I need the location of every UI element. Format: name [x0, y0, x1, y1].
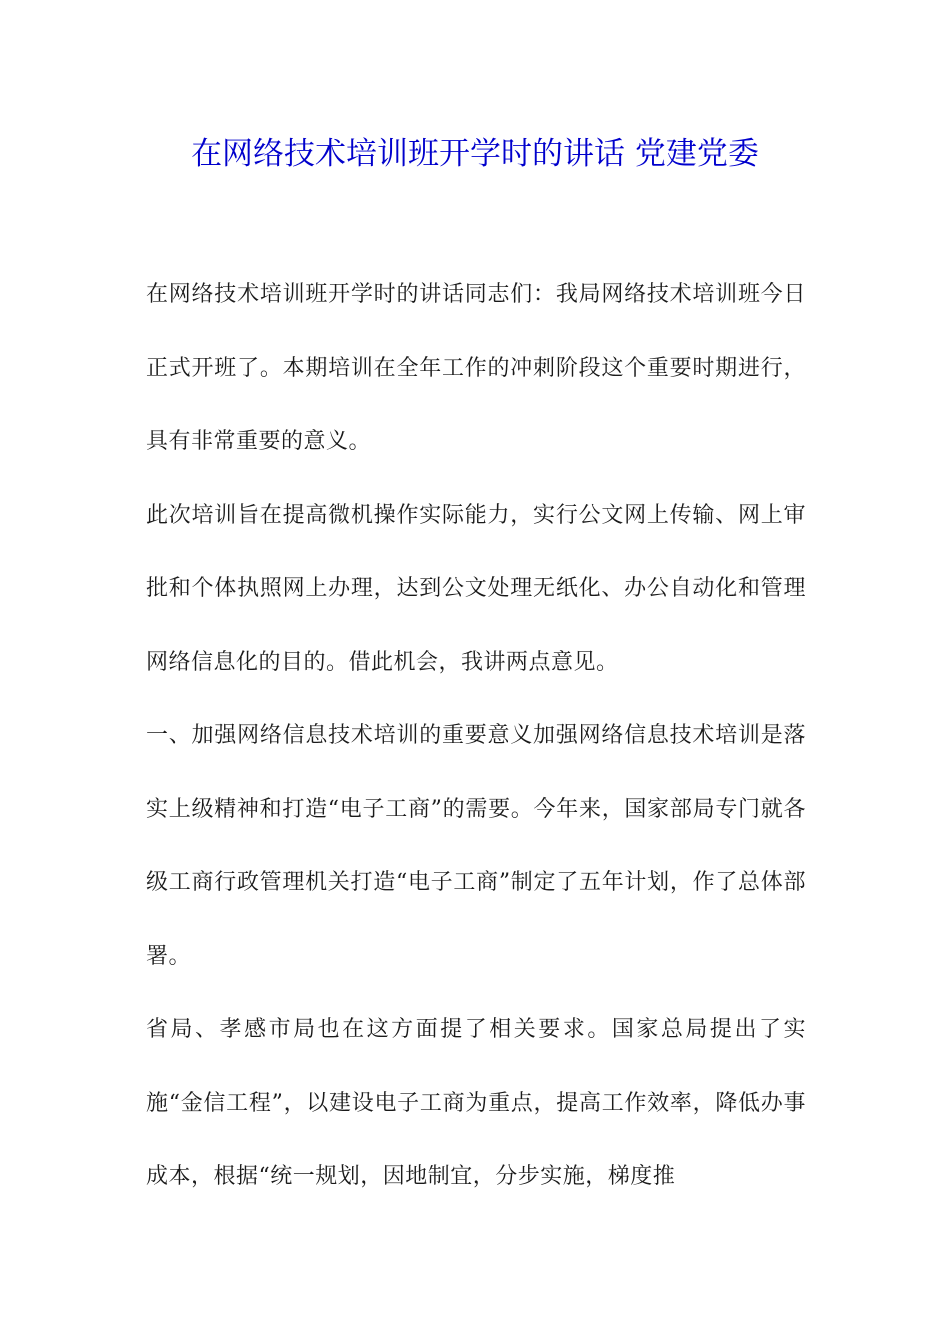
paragraph-2: 此次培训旨在提高微机操作实际能力，实行公文网上传输、网上审批和个体执照网上办理，达到公文处理无纸化、办公自动化和管理网络信息化的目的。借此机会，我讲两点意见。 — [146, 502, 806, 675]
document-body — [146, 258, 806, 1214]
document-title: 在网络技术培训班开学时的讲话 党建党委 — [191, 136, 759, 172]
paragraph-4: 省局、孝感市局也在这方面提了相关要求。国家总局提出了实施“金信工程”，以建设电子工商为重点，提高工作效率，降低办事成本，根据“统一规划，因地制宜，分步实施，梯度推 — [146, 1017, 806, 1189]
paragraph-3: 一、加强网络信息技术培训的重要意义加强网络信息技术培训是落实上级精神和打造“电子工商”的需要。今年来，国家部局专门就各级工商行政管理机关打造“电子工商”制定了五年计划，作了总体部署。 — [146, 723, 806, 969]
paragraph-1: 在网络技术培训班开学时的讲话同志们：我局网络技术培训班今日正式开班了。本期培训在全年工作的冲刺阶段这个重要时期进行，具有非常重要的意义。 — [146, 282, 806, 454]
